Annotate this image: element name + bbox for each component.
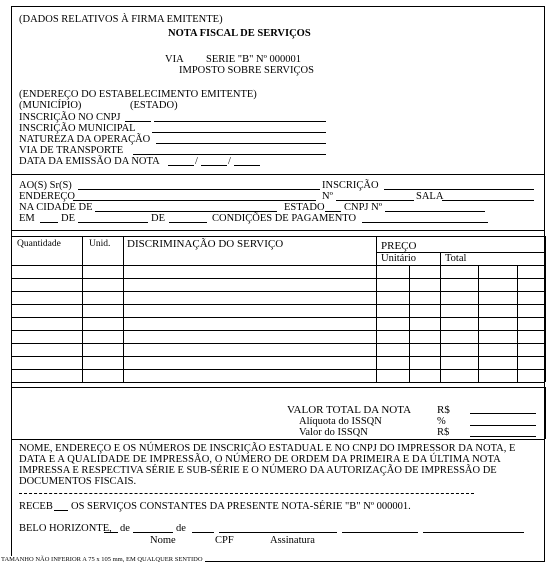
- em-mes-field[interactable]: [78, 213, 148, 223]
- condicoes-label: CONDIÇÕES DE PAGAMENTO: [212, 213, 357, 224]
- sala-label: SALA: [416, 191, 444, 202]
- totals-bottom-border: [11, 439, 545, 440]
- table-row[interactable]: [11, 330, 545, 331]
- estado-cliente-label: ESTADO: [284, 202, 325, 213]
- em-ano-field[interactable]: [169, 213, 207, 223]
- estado-label: (ESTADO): [130, 100, 178, 111]
- numero-label: Nº: [322, 191, 333, 202]
- em-dia-field[interactable]: [40, 213, 58, 223]
- municipio-label: (MUNICÍPIO): [19, 100, 82, 111]
- assinatura-mes-field[interactable]: [133, 523, 173, 533]
- aliquota-pct: %: [437, 416, 446, 427]
- separator-line: [11, 174, 545, 175]
- valor-issqn-currency: R$: [437, 427, 450, 438]
- cnpj-cliente-label: CNPJ Nº: [344, 202, 382, 213]
- inscricao-municipal-label: INSCRIÇÃO MUNICIPAL: [19, 123, 136, 134]
- aos-label: AO(S) Sr(S): [19, 180, 72, 191]
- impressor-text-line: DATA E A QUALIDADE DE IMPRESSÃO, O NÚMERO DE ORDEM DA PRIMEIRA E DA ÚLTIMA NOTA: [19, 454, 501, 465]
- date-slash: /: [228, 156, 231, 167]
- valor-issqn-label: Valor do ISSQN: [299, 427, 368, 438]
- table-row[interactable]: [11, 369, 545, 370]
- receb-field[interactable]: [54, 501, 68, 511]
- endereco-label: ENDEREÇO: [19, 191, 75, 202]
- table-header-border: [11, 265, 545, 266]
- imposto-label: IMPOSTO SOBRE SERVIÇOS: [179, 65, 314, 76]
- cnpj-field-b[interactable]: [154, 112, 326, 122]
- de-label: de: [120, 523, 130, 534]
- endereco-field[interactable]: [73, 191, 316, 201]
- totals-border: [545, 387, 546, 439]
- de-label: de: [176, 523, 186, 534]
- aliquota-label: Alíquota do ISSQN: [299, 416, 382, 427]
- cnpj-label: INSCRIÇÃO NO CNPJ: [19, 112, 121, 123]
- tamanho-note: TAMANHO NÃO INFERIOR A 75 x 105 mm, EM QUALQUER SENTIDO: [1, 556, 203, 563]
- table-row[interactable]: [11, 356, 545, 357]
- table-border: [11, 236, 12, 382]
- cpf-field[interactable]: [342, 523, 418, 533]
- col-unid-header: Unid.: [89, 239, 111, 249]
- cnpj-cliente-field[interactable]: [385, 202, 485, 212]
- de-label: DE: [61, 213, 75, 224]
- table-row[interactable]: [11, 278, 545, 279]
- impressor-text-line: DOCUMENTOS FISCAIS.: [19, 476, 137, 487]
- col-divider: [123, 236, 124, 382]
- col-discriminacao-header: DISCRIMINAÇÃO DO SERVIÇO: [127, 238, 284, 250]
- natureza-label: NATUREZA DA OPERAÇÃO: [19, 134, 151, 145]
- condicoes-field[interactable]: [362, 213, 488, 223]
- table-border: [545, 236, 546, 382]
- belo-horizonte-label: BELO HORIZONTE,: [19, 523, 112, 534]
- valor-total-field[interactable]: [470, 404, 536, 414]
- receb-text: OS SERVIÇOS CONSTANTES DA PRESENTE NOTA-SÉRIE "B" Nº 000001.: [71, 501, 411, 512]
- col-preco-header: PREÇO: [381, 240, 417, 252]
- col-divider: [82, 236, 83, 382]
- inscricao-field[interactable]: [384, 180, 534, 190]
- aliquota-field[interactable]: [470, 416, 536, 426]
- col-unitario-header: Unitário: [381, 253, 416, 264]
- col-total-header: Total: [445, 253, 467, 264]
- valor-total-label: VALOR TOTAL DA NOTA: [287, 404, 412, 416]
- valor-total-currency: R$: [437, 404, 450, 416]
- estado-field[interactable]: [325, 202, 341, 212]
- transporte-field[interactable]: [133, 145, 326, 155]
- assinatura-dia-field[interactable]: [104, 523, 118, 533]
- valor-issqn-field[interactable]: [470, 427, 536, 437]
- table-row[interactable]: [11, 317, 545, 318]
- page-title: NOTA FISCAL DE SERVIÇOS: [168, 28, 311, 39]
- cpf-caption: CPF: [215, 535, 234, 546]
- totals-border: [11, 387, 12, 439]
- impressor-text-line: IMPRESSA E RESPECTIVA SÉRIE E SUB-SÉRIE E O NÚMERO DA AUTORIZAÇÃO DE IMPRESSÃO DE: [19, 465, 497, 476]
- cnpj-field-a[interactable]: [125, 112, 151, 122]
- impressor-text-line: NOME, ENDEREÇO E OS NÚMEROS DE INSCRIÇÃO ESTADUAL E NO CNPJ DO IMPRESSOR DA NOTA, E: [19, 443, 516, 454]
- nome-field[interactable]: [219, 523, 337, 533]
- dashed-separator: [19, 493, 474, 494]
- firma-emitente-label: (DADOS RELATIVOS À FIRMA EMITENTE): [19, 14, 223, 25]
- col-quantidade-header: Quantidade: [17, 239, 61, 249]
- assinatura-ano-field[interactable]: [192, 523, 214, 533]
- nome-caption: Nome: [150, 535, 176, 546]
- emissao-mes-field[interactable]: [201, 156, 227, 166]
- table-row[interactable]: [11, 304, 545, 305]
- separator-line: [11, 230, 545, 231]
- assinatura-caption: Assinatura: [270, 535, 315, 546]
- natureza-field[interactable]: [156, 134, 326, 144]
- table-row[interactable]: [11, 343, 545, 344]
- inscricao-label: INSCRIÇÃO: [322, 180, 379, 191]
- table-top-border: [11, 236, 545, 237]
- col-divider: [478, 265, 479, 382]
- aos-field[interactable]: [78, 180, 320, 190]
- emissao-dia-field[interactable]: [168, 156, 194, 166]
- transporte-label: VIA DE TRANSPORTE: [19, 145, 124, 156]
- cidade-field[interactable]: [95, 202, 277, 212]
- date-slash: /: [195, 156, 198, 167]
- col-divider: [409, 265, 410, 382]
- numero-field[interactable]: [336, 191, 414, 201]
- col-divider: [376, 236, 377, 382]
- assinatura-field[interactable]: [423, 523, 524, 533]
- cidade-label: NA CIDADE DE: [19, 202, 93, 213]
- serie-label: SERIE "B" Nº 000001: [206, 54, 301, 65]
- totals-top-border: [11, 387, 545, 388]
- receb-label: RECEB: [19, 501, 53, 512]
- table-row[interactable]: [11, 291, 545, 292]
- de-label: DE: [151, 213, 165, 224]
- table-bottom-border: [11, 382, 545, 383]
- endereco-estabelecimento-label: (ENDEREÇO DO ESTABELECIMENTO EMITENTE): [19, 89, 257, 100]
- col-divider: [517, 265, 518, 382]
- em-label: EM: [19, 213, 35, 224]
- emissao-ano-field[interactable]: [234, 156, 260, 166]
- sala-field[interactable]: [442, 191, 534, 201]
- data-emissao-label: DATA DA EMISSÃO DA NOTA: [19, 156, 160, 167]
- via-label: VIA: [165, 54, 184, 65]
- inscricao-municipal-field[interactable]: [152, 123, 326, 133]
